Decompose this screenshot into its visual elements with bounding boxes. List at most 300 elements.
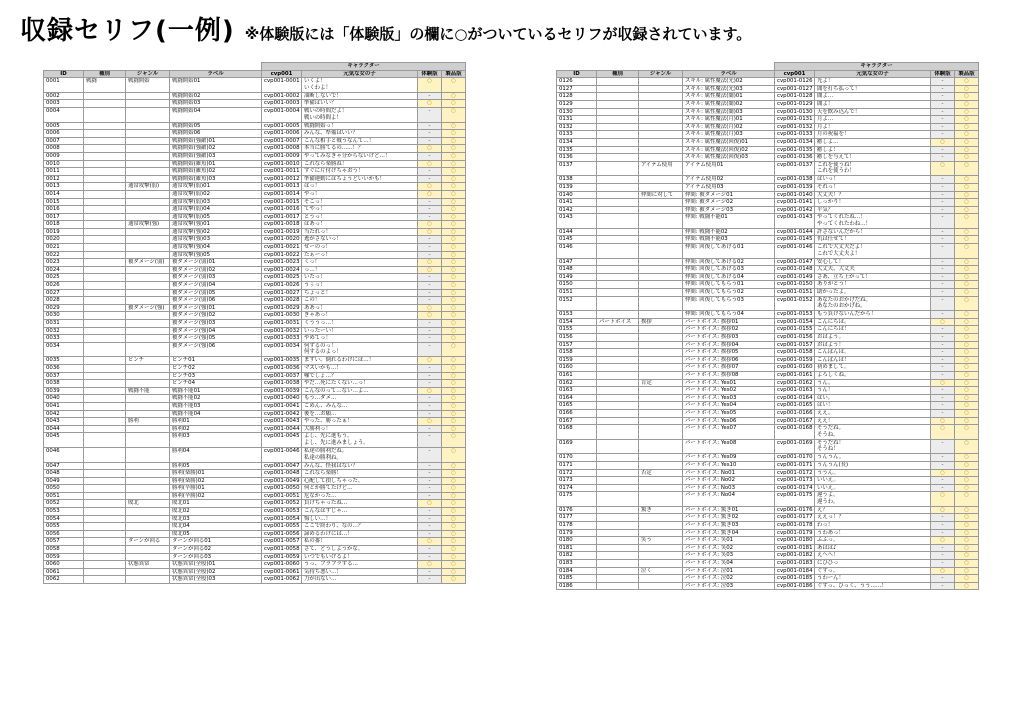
- cell-label: アイテム使用01: [683, 161, 775, 176]
- cell-label: 戦闘開始04: [170, 107, 262, 122]
- table-row: [557, 85, 979, 93]
- cell-kind: [597, 492, 639, 507]
- cell-id: 0052: [44, 500, 84, 508]
- cell-label: パートボイス: Yes06: [683, 417, 775, 425]
- cell-genre: 否定: [639, 469, 683, 477]
- cell-file: cvp001-0170: [775, 454, 815, 462]
- table-row: [557, 387, 979, 395]
- cell-file: cvp001-0046: [262, 447, 302, 462]
- cell-kind: [84, 418, 126, 426]
- cell-id: 0018: [44, 221, 84, 229]
- cell-id: 0008: [44, 145, 84, 153]
- cell-label: 通常攻撃(強)01: [170, 221, 262, 229]
- cell-text: 当たれっ！: [302, 228, 418, 236]
- header-full: 製品版: [955, 70, 979, 78]
- cell-genre: [639, 154, 683, 162]
- cell-full: ○: [955, 108, 979, 116]
- cell-trial: -: [931, 544, 955, 552]
- cell-genre: [126, 206, 170, 214]
- cell-full: ○: [442, 561, 466, 569]
- cell-genre: [126, 100, 170, 108]
- cell-trial: ○: [418, 387, 442, 395]
- cell-genre: [639, 477, 683, 485]
- cell-full: ○: [442, 387, 466, 395]
- cell-label: 戦闘開始(強敵)02: [170, 145, 262, 153]
- cell-kind: [597, 560, 639, 568]
- cell-genre: [639, 484, 683, 492]
- cell-full: ○: [442, 395, 466, 403]
- cell-full: ○: [442, 523, 466, 531]
- cell-text: きゃあっ！: [302, 312, 418, 320]
- cell-full: ○: [442, 447, 466, 462]
- cell-kind: [84, 152, 126, 160]
- cell-trial: -: [931, 582, 955, 590]
- right-voice-table: [556, 62, 979, 590]
- cell-file: cvp001-0173: [775, 477, 815, 485]
- cell-file: cvp001-0045: [262, 433, 302, 448]
- cell-label: 被ダメージ(弱)06: [170, 297, 262, 305]
- cell-full: ○: [955, 514, 979, 522]
- cell-trial: ○: [931, 506, 955, 514]
- cell-full: ○: [442, 357, 466, 365]
- cell-full: ○: [442, 546, 466, 554]
- cell-genre: [639, 131, 683, 139]
- cell-text: はっ！: [302, 183, 418, 191]
- cell-text: にひひっ: [815, 560, 931, 568]
- cell-genre: 驚き: [639, 506, 683, 514]
- cell-text: よし、先に進もう。 よし、先に進みましょう。: [302, 433, 418, 448]
- table-row: [44, 553, 466, 561]
- cell-full: ○: [442, 485, 466, 493]
- cell-label: スキル: 属性魔法(回復)02: [683, 146, 775, 154]
- cell-text: うん！: [815, 387, 931, 395]
- cell-full: ○: [955, 273, 979, 281]
- cell-trial: ○: [931, 537, 955, 545]
- cell-genre: [126, 122, 170, 130]
- cell-kind: [597, 582, 639, 590]
- cell-label: 勝利05: [170, 462, 262, 470]
- cell-file: cvp001-0172: [775, 469, 815, 477]
- cell-kind: [597, 85, 639, 93]
- table-row: [557, 469, 979, 477]
- cell-kind: [84, 508, 126, 516]
- table-row: [557, 146, 979, 154]
- cell-trial: ○: [418, 221, 442, 229]
- cell-genre: [126, 130, 170, 138]
- cell-file: cvp001-0031: [262, 320, 302, 328]
- cell-label: 敗北01: [170, 500, 262, 508]
- cell-label: スキル: 属性魔法(月)01: [683, 116, 775, 124]
- cell-trial: ○: [418, 160, 442, 168]
- cell-text: 仇は任せて！: [815, 236, 931, 244]
- cell-text: 闇よ…: [815, 93, 931, 101]
- cell-label: 戦闘不能02: [170, 395, 262, 403]
- cell-genre: 挨拶: [639, 318, 683, 326]
- cell-full: ○: [442, 530, 466, 538]
- cell-text: さあ、立ち上がって！: [815, 273, 931, 281]
- header-label: ラベル: [683, 70, 775, 78]
- cell-id: 0046: [44, 447, 84, 462]
- cell-file: cvp001-0183: [775, 560, 815, 568]
- cell-full: ○: [955, 492, 979, 507]
- cell-full: ○: [955, 199, 979, 207]
- cell-text: 負けちゃったね…: [302, 500, 418, 508]
- table-row: [557, 100, 979, 108]
- cell-kind: 戦闘: [84, 78, 126, 93]
- cell-kind: [84, 576, 126, 584]
- cell-file: cvp001-0027: [262, 289, 302, 297]
- cell-text: うんうん。: [815, 454, 931, 462]
- cell-trial: -: [418, 168, 442, 176]
- cell-id: 0184: [557, 567, 597, 575]
- cell-kind: [84, 145, 126, 153]
- header-label: ラベル: [170, 70, 262, 78]
- cell-id: 0138: [557, 176, 597, 184]
- cell-trial: -: [931, 311, 955, 319]
- right-table-body: [557, 78, 979, 590]
- cell-genre: [639, 228, 683, 236]
- cell-genre: [639, 371, 683, 379]
- cell-label: ピンチ02: [170, 364, 262, 372]
- cell-file: cvp001-0044: [262, 425, 302, 433]
- cell-id: 0144: [557, 228, 597, 236]
- table-row: [557, 552, 979, 560]
- cell-id: 0158: [557, 349, 597, 357]
- table-row: [557, 123, 979, 131]
- cell-full: ○: [955, 567, 979, 575]
- cell-text: もう…ダメ…: [302, 395, 418, 403]
- cell-id: 0005: [44, 122, 84, 130]
- cell-kind: [84, 327, 126, 335]
- cell-full: ○: [442, 492, 466, 500]
- cell-trial: -: [418, 342, 442, 357]
- cell-kind: [597, 326, 639, 334]
- cell-kind: [84, 168, 126, 176]
- cell-kind: [597, 439, 639, 454]
- cell-genre: [639, 544, 683, 552]
- cell-file: cvp001-0054: [262, 515, 302, 523]
- cell-kind: [84, 213, 126, 221]
- cell-text: これなら楽勝！: [302, 470, 418, 478]
- cell-label: スキル: 属性魔法(闇)03: [683, 108, 775, 116]
- cell-id: 0043: [44, 418, 84, 426]
- cell-trial: -: [418, 395, 442, 403]
- cell-full: ○: [955, 318, 979, 326]
- cell-id: 0180: [557, 537, 597, 545]
- cell-file: cvp001-0134: [775, 138, 815, 146]
- table-row: [44, 244, 466, 252]
- cell-id: 0055: [44, 523, 84, 531]
- cell-genre: [639, 116, 683, 124]
- cell-kind: [84, 500, 126, 508]
- cell-label: 勝利01: [170, 418, 262, 426]
- cell-kind: [597, 552, 639, 560]
- cell-text: てやっ！: [302, 206, 418, 214]
- cell-trial: ○: [418, 538, 442, 546]
- cell-id: 0171: [557, 461, 597, 469]
- cell-full: ○: [442, 327, 466, 335]
- cell-label: 戦闘開始01: [170, 78, 262, 93]
- cell-text: ええ！: [815, 417, 931, 425]
- cell-label: 仲間: 回復してもらう03: [683, 296, 775, 311]
- cell-file: cvp001-0127: [775, 85, 815, 93]
- cell-label: パートボイス: 驚き03: [683, 522, 775, 530]
- header-trial: 体験版: [418, 70, 442, 78]
- cell-kind: [84, 183, 126, 191]
- table-row: [44, 206, 466, 214]
- cell-trial: ○: [418, 357, 442, 365]
- cell-trial: -: [418, 107, 442, 122]
- cell-id: 0165: [557, 402, 597, 410]
- cell-label: 仲間: 被ダメージ02: [683, 199, 775, 207]
- table-row: [557, 506, 979, 514]
- cell-kind: [597, 146, 639, 154]
- cell-full: ○: [442, 433, 466, 448]
- cell-trial: -: [418, 470, 442, 478]
- cell-label: 被ダメージ(強)02: [170, 312, 262, 320]
- table-row: [44, 251, 466, 259]
- cell-label: パートボイス: Yes02: [683, 387, 775, 395]
- left-voice-table: [43, 62, 466, 584]
- cell-id: 0161: [557, 371, 597, 379]
- cell-genre: [126, 568, 170, 576]
- cell-trial: -: [931, 258, 955, 266]
- cell-full: ○: [442, 425, 466, 433]
- cell-trial: -: [931, 560, 955, 568]
- cell-text: わっ！: [815, 522, 931, 530]
- cell-text: 光よ！: [815, 78, 931, 86]
- cell-trial: -: [931, 326, 955, 334]
- cell-label: 状態異常(全般)03: [170, 576, 262, 584]
- cell-full: ○: [442, 100, 466, 108]
- cell-file: cvp001-0135: [775, 146, 815, 154]
- table-row: [557, 341, 979, 349]
- cell-id: 0035: [44, 357, 84, 365]
- cell-genre: ターンが回る: [126, 538, 170, 546]
- cell-trial: -: [931, 100, 955, 108]
- cell-file: cvp001-0164: [775, 394, 815, 402]
- cell-label: 仲間: 被ダメージ03: [683, 206, 775, 214]
- cell-full: ○: [442, 410, 466, 418]
- cell-genre: [639, 93, 683, 101]
- cell-id: 0155: [557, 326, 597, 334]
- cell-genre: [639, 236, 683, 244]
- cell-id: 0057: [44, 538, 84, 546]
- cell-text: はいっ！: [815, 176, 931, 184]
- cell-kind: [597, 537, 639, 545]
- cell-genre: [126, 168, 170, 176]
- cell-full: ○: [955, 477, 979, 485]
- cell-kind: [84, 236, 126, 244]
- cell-file: cvp001-0177: [775, 514, 815, 522]
- cell-file: cvp001-0049: [262, 477, 302, 485]
- cell-trial: -: [418, 122, 442, 130]
- cell-text: 月よ！: [815, 123, 931, 131]
- cell-kind: [84, 470, 126, 478]
- cell-genre: [126, 553, 170, 561]
- cell-full: ○: [442, 122, 466, 130]
- cell-kind: [84, 304, 126, 312]
- cell-genre: 敗北: [126, 500, 170, 508]
- cell-file: cvp001-0023: [262, 259, 302, 267]
- cell-kind: [84, 553, 126, 561]
- table-row: [44, 297, 466, 305]
- cell-genre: [639, 356, 683, 364]
- cell-file: cvp001-0052: [262, 500, 302, 508]
- cell-trial: -: [418, 206, 442, 214]
- cell-id: 0053: [44, 508, 84, 516]
- cell-genre: [126, 364, 170, 372]
- cell-genre: [639, 387, 683, 395]
- cell-kind: [84, 433, 126, 448]
- cell-text: 心配して損しちゃった。: [302, 477, 418, 485]
- cell-id: 0134: [557, 138, 597, 146]
- cell-trial: -: [418, 282, 442, 290]
- cell-trial: -: [418, 320, 442, 328]
- cell-file: cvp001-0036: [262, 364, 302, 372]
- table-row: [44, 130, 466, 138]
- cell-file: cvp001-0009: [262, 152, 302, 160]
- cell-text: やってくれたね…！ やってくれたわね…！: [815, 214, 931, 229]
- cell-label: 敗北05: [170, 530, 262, 538]
- cell-kind: [84, 274, 126, 282]
- cell-trial: -: [418, 425, 442, 433]
- cell-id: 0175: [557, 492, 597, 507]
- cell-genre: [639, 146, 683, 154]
- cell-trial: -: [418, 327, 442, 335]
- cell-genre: [126, 470, 170, 478]
- cell-file: cvp001-0012: [262, 175, 302, 183]
- table-row: [557, 154, 979, 162]
- cell-full: ○: [955, 394, 979, 402]
- cell-trial: ○: [418, 78, 442, 93]
- cell-label: パートボイス: Yes01: [683, 379, 775, 387]
- cell-id: 0178: [557, 522, 597, 530]
- cell-kind: [597, 108, 639, 116]
- cell-file: cvp001-0168: [775, 425, 815, 440]
- cell-kind: [84, 107, 126, 122]
- cell-kind: [84, 206, 126, 214]
- cell-trial: -: [931, 236, 955, 244]
- cell-text: すぐに片付けちゃおう！: [302, 168, 418, 176]
- cell-genre: [126, 236, 170, 244]
- cell-id: 0136: [557, 154, 597, 162]
- cell-trial: -: [931, 154, 955, 162]
- cell-kind: [597, 341, 639, 349]
- cell-full: ○: [955, 78, 979, 86]
- cell-file: cvp001-0138: [775, 176, 815, 184]
- cell-genre: [126, 92, 170, 100]
- cell-trial: -: [931, 228, 955, 236]
- cell-genre: [639, 394, 683, 402]
- cell-label: 仲間: 回復してあげる04: [683, 273, 775, 281]
- cell-trial: ○: [931, 138, 955, 146]
- cell-genre: 戦闘開始: [126, 78, 170, 93]
- cell-text: ふふっ。: [815, 537, 931, 545]
- cell-genre: [126, 327, 170, 335]
- cell-kind: [84, 312, 126, 320]
- cell-text: 大丈夫！？: [815, 191, 931, 199]
- cell-full: ○: [955, 281, 979, 289]
- cell-id: 0128: [557, 93, 597, 101]
- cell-trial: -: [931, 281, 955, 289]
- cell-genre: [126, 410, 170, 418]
- cell-id: 0039: [44, 387, 84, 395]
- cell-label: 被ダメージ(強)03: [170, 320, 262, 328]
- cell-trial: -: [931, 334, 955, 342]
- cell-text: うわーん！: [815, 575, 931, 583]
- cell-file: cvp001-0155: [775, 326, 815, 334]
- cell-full: ○: [442, 259, 466, 267]
- cell-full: ○: [955, 417, 979, 425]
- table-row: [44, 327, 466, 335]
- cell-label: 戦闘開始(強敵)01: [170, 137, 262, 145]
- cell-id: 0147: [557, 258, 597, 266]
- cell-text: ありがとう！: [815, 281, 931, 289]
- cell-genre: [126, 282, 170, 290]
- cell-full: ○: [955, 326, 979, 334]
- cell-file: cvp001-0147: [775, 258, 815, 266]
- cell-trial: -: [931, 266, 955, 274]
- cell-id: 0182: [557, 552, 597, 560]
- cell-text: こんな相手と戦うなんて…！: [302, 137, 418, 145]
- table-row: [44, 320, 466, 328]
- cell-full: ○: [442, 402, 466, 410]
- table-row: [557, 326, 979, 334]
- cell-text: 私の番！: [302, 538, 418, 546]
- cell-genre: [639, 349, 683, 357]
- cell-genre: [639, 341, 683, 349]
- header-character: 元気な女の子: [302, 70, 418, 78]
- cell-file: cvp001-0014: [262, 190, 302, 198]
- cell-genre: [126, 515, 170, 523]
- page-title: [20, 10, 751, 50]
- cell-file: cvp001-0028: [262, 297, 302, 305]
- cell-kind: [84, 387, 126, 395]
- cell-file: cvp001-0017: [262, 213, 302, 221]
- cell-file: cvp001-0159: [775, 356, 815, 364]
- cell-full: ○: [955, 402, 979, 410]
- cell-id: 0010: [44, 160, 84, 168]
- cell-file: cvp001-0142: [775, 206, 815, 214]
- cell-kind: [597, 364, 639, 372]
- cell-id: 0020: [44, 236, 84, 244]
- cell-id: 0167: [557, 417, 597, 425]
- cell-label: 戦闘不能04: [170, 410, 262, 418]
- cell-genre: [639, 364, 683, 372]
- cell-label: パートボイス: 驚き04: [683, 529, 775, 537]
- cell-label: パートボイス: 笑02: [683, 544, 775, 552]
- table-row: [557, 138, 979, 146]
- cell-full: ○: [955, 371, 979, 379]
- cell-kind: [597, 387, 639, 395]
- cell-file: cvp001-0015: [262, 198, 302, 206]
- cell-kind: [84, 380, 126, 388]
- table-row: [557, 394, 979, 402]
- cell-kind: [597, 371, 639, 379]
- cell-genre: [126, 530, 170, 538]
- cell-genre: [126, 228, 170, 236]
- cell-id: 0126: [557, 78, 597, 86]
- cell-text: 闇よ！: [815, 100, 931, 108]
- cell-kind: [84, 130, 126, 138]
- cell-full: ○: [955, 296, 979, 311]
- cell-trial: -: [931, 454, 955, 462]
- cell-full: ○: [955, 425, 979, 440]
- cell-kind: [597, 356, 639, 364]
- cell-full: ○: [442, 342, 466, 357]
- cell-trial: -: [418, 477, 442, 485]
